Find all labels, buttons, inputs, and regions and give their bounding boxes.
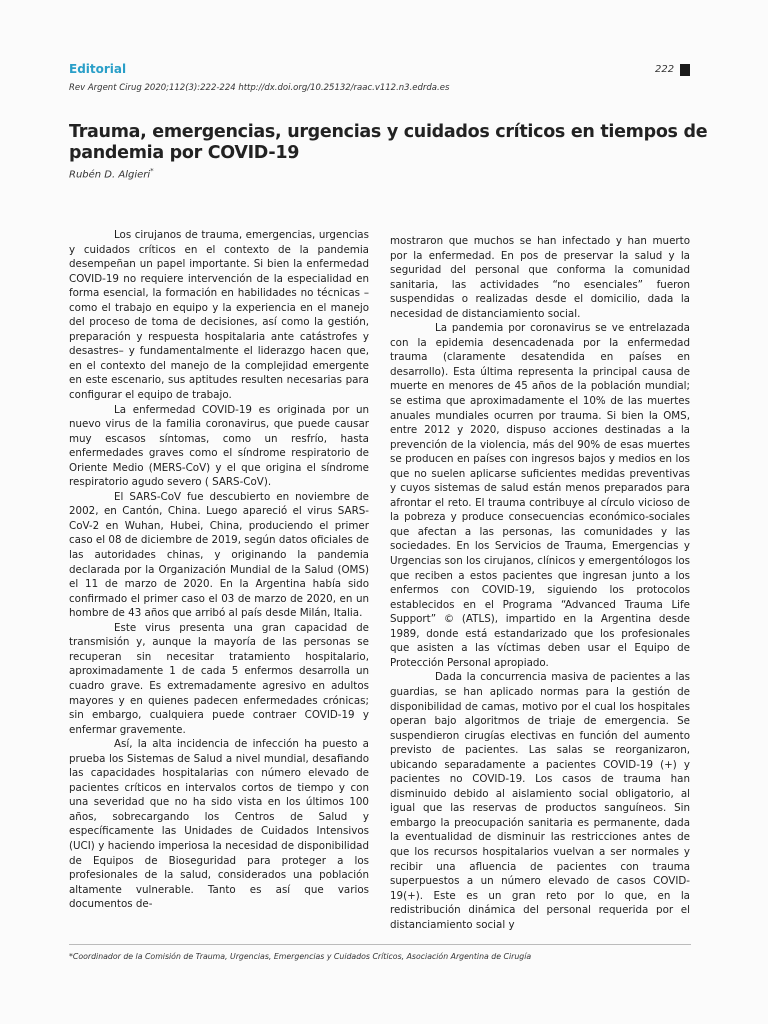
paragraph: La pandemia por coronavirus se ve entrelazada con la epidemia desencadenada por la enfermedad trauma (claramente desatendida en países en desarrollo). Esta última representa la principal causa de muerte en menores de 45 años de la población mundial; se estima que aproximadamente el 10% de las muertes anuales mundiales ocurren por trauma. Si bien la OMS, entre 2012 y 2020, dispuso acciones destinadas a la prevención de la violencia, más del 90% de esas muertes se producen en países con ingresos bajos y medios en los que no suelen aplicarse suficientes medidas preventivas y cuyos sistemas de salud están menos preparados para afrontar el reto. El trauma contribuye al círculo vicioso de la pobreza y produce consecuencias económico-sociales que afectan a las personas, las comunidades y las sociedades. En los Servicios de Trauma, Emergencias y Urgencias son los cirujanos, clínicos y emergentólogos los que reciben a estos pacientes que ingresan junto a los enfermos con COVID-19, siguiendo los protocolos establecidos en el Programa “Advanced Trauma Life Support” © (ATLS), impartido en la Argentina desde 1989, donde está estandarizado que los profesionales que asisten a las víctimas deben usar el Equipo de Protección Personal apropiado. — [390, 322, 690, 669]
body-column-right — [390, 234, 690, 932]
paragraph: Así, la alta incidencia de infección ha puesto a prueba los Sistemas de Salud a nivel mundial, desafiando las capacidades hospitalarias con número elevado de pacientes críticos en intervalos cortos de tiempo y con una severidad que no ha sido vista en los últimos 100 años, sobrecargando los Centros de Salud y específicamente las Unidades de Cuidados Intensivos (UCI) y haciendo imperiosa la necesidad de disponibilidad de Equipos de Bioseguridad para proteger a los profesionales de la salud, considerados una población altamente vulnerable. Tanto es así que varios documentos de- — [69, 738, 369, 911]
paragraph: La enfermedad COVID-19 es originada por un nuevo virus de la familia coronavirus, que puede causar muy escasos síntomas, como un resfrío, hasta enfermedades graves como el síndrome respiratorio de Oriente Medio (MERS-CoV) y el que origina el síndrome respiratorio agudo severo ( SARS-CoV). — [69, 403, 369, 489]
citation-line: Rev Argent Cirug 2020;112(3):222-224 http://dx.doi.org/10.25132/raac.v112.n3.edrda.es — [69, 83, 450, 93]
page-number: 222 — [655, 64, 675, 75]
body-column-left — [69, 228, 369, 912]
page-marker-block — [680, 64, 690, 76]
paragraph: Dada la concurrencia masiva de pacientes a las guardias, se han aplicado normas para la gestión de disponibilidad de camas, motivo por el cual los hospitales operan bajo algoritmos de triaje de emergencia. Se suspendieron cirugías electivas en función del aumento previsto de pacientes. Las salas se reorganizaron, ubicando separadamente a pacientes COVID-19 (+) y pacientes no COVID-19. Los casos de trauma han disminuido debido al aislamiento social obligatorio, al igual que las reservas de productos sanguíneos. Sin embargo la preocupación sanitaria es permanente, dada la eventualidad de disminuir las restricciones antes de que los recursos hospitalarios vuelvan a ser normales y recibir una afluencia de pacientes con trauma superpuestos a un número elevado de casos COVID-19(+). Este es un gran reto por lo que, en la redistribución dinámica del personal requerida por el distanciamiento social y — [390, 671, 690, 931]
section-label: Editorial — [69, 62, 127, 76]
paragraph: El SARS-CoV fue descubierto en noviembre de 2002, en Cantón, China. Luego apareció el virus SARS-CoV-2 en Wuhan, Hubei, China, produciendo el primer caso el 08 de diciembre de 2019, según datos oficiales de las autoridades chinas, y originando la pandemia declarada por la Organización Mundial de la Salud (OMS) el 11 de marzo de 2020. En la Argentina había sido confirmado el primer caso el 03 de marzo de 2020, en un hombre de 43 años que arribó al país desde Milán, Italia. — [69, 490, 369, 620]
author-footnote-mark: * — [150, 167, 154, 175]
author-footnote: *Coordinador de la Comisión de Trauma, Urgencias, Emergencias y Cuidados Críticos, Asociación Argentina de Cirugía — [69, 952, 532, 961]
author-line — [69, 167, 154, 180]
paragraph: Este virus presenta una gran capacidad de transmisión y, aunque la mayoría de las personas se recuperan sin necesitar tratamiento hospitalario, aproximadamente 1 de cada 5 enfermos desarrolla un cuadro grave. Es extremadamente agresivo en adultos mayores y en quienes padecen enfermedades crónicas; sin embargo, cualquiera puede contraer COVID-19 y enfermar gravemente. — [69, 621, 369, 736]
paragraph-continuation: mostraron que muchos se han infectado y han muerto por la enfermedad. En pos de preservar la salud y la seguridad del personal que conforma la comunidad sanitaria, las actividades “no esenciales” fueron suspendidas o realizadas desde el domicilio, dada la necesidad de distanciamiento social. — [390, 235, 690, 320]
author-name: Rubén D. Algieri — [69, 169, 151, 181]
paragraph: Los cirujanos de trauma, emergencias, urgencias y cuidados críticos en el contexto de la pandemia desempeñan un papel importante. Si bien la enfermedad COVID-19 no requiere intervención de la especialidad en forma esencial, la formación en habilidades no técnicas –como el trabajo en equipo y la experiencia en el manejo del proceso de toma de decisiones, así como la gestión, preparación y respuesta hospitalaria ante catástrofes y desastres– y fundamentalmente el liderazgo hacen que, en el contexto del manejo de la complejidad emergente en este escenario, sus aptitudes resulten necesarias para configurar el equipo de trabajo. — [69, 229, 369, 402]
article-title: Trauma, emergencias, urgencias y cuidados críticos en tiempos de pandemia por COVID-19 — [69, 122, 708, 163]
footnote-divider — [69, 944, 691, 945]
